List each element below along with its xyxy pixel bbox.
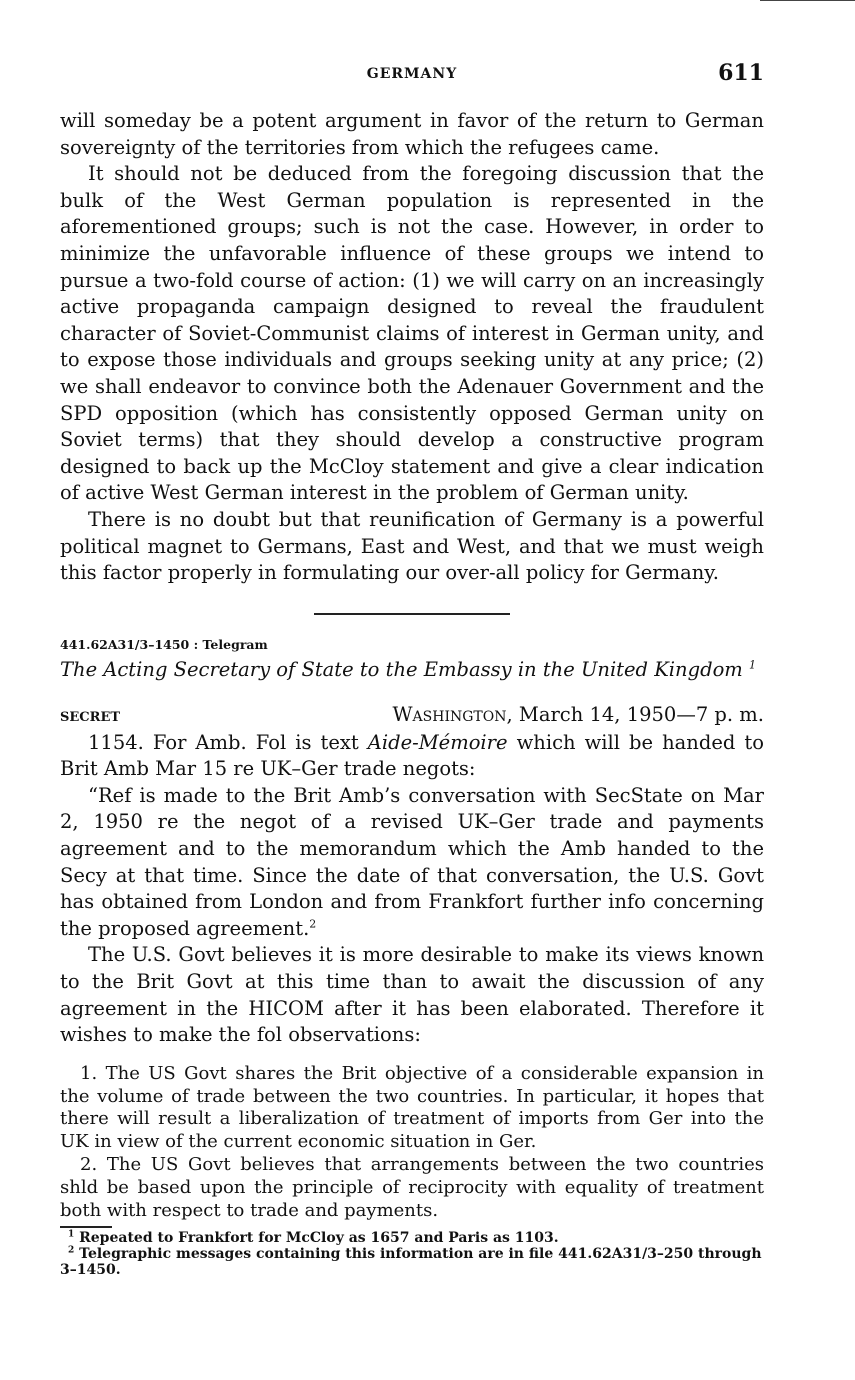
footnote-1-mark: 1 [68, 1229, 75, 1240]
aide-memoire-paragraph-2: The U.S. Govt believes it is more desirable to make its views known to the Brit Govt at this time than to await the discussion of any agreement in the HICOM after it has been elaborated. Therefore it wishes to make the fol observations: [60, 943, 764, 1047]
telegram-intro-rest: which will be handed to Brit Amb Mar 15 re UK–Ger trade negots: [60, 730, 764, 781]
footnote-2 [60, 1246, 764, 1278]
telegram-intro-text: 1154. For Amb. Fol is text [88, 730, 368, 754]
observation-item-1: 1. The US Govt shares the Brit objective of a considerable expansion in the volume of trade between the two countries. In particular, it hopes that there will result a liberalization of treatment of imports from Ger into the UK in view of the current economic situation in Ger. [60, 1062, 764, 1153]
footnote-divider [60, 1226, 112, 1228]
telegram-intro [60, 730, 764, 783]
footnote-ref-2: 2 [309, 917, 317, 931]
date-time: , March 14, 1950—7 p. m. [506, 702, 764, 726]
running-header [60, 60, 764, 92]
aide-memoire-term: Aide-Mémoire [367, 730, 508, 754]
dateline [60, 703, 764, 726]
place-date [393, 703, 764, 726]
aide-memoire-paragraph-1 [60, 783, 764, 943]
section-divider [314, 613, 510, 615]
paragraph-continued: will someday be a potent argument in favor of the return to German sovereignty of the territories from which the refugees came. [60, 109, 764, 159]
footnote-1 [60, 1230, 764, 1246]
observations-list [60, 1063, 764, 1223]
footnote-2-mark: 2 [68, 1245, 75, 1256]
running-title: GERMANY [366, 66, 458, 82]
footnote-ref-1: 1 [749, 658, 756, 672]
document-file-id: 441.62A31/3–1450 : Telegram [60, 636, 268, 652]
paragraph-two-fold-action: It should not be deduced from the foregoing discussion that the bulk of the West German population is represented in the aforementioned groups; such is not the case. However, in order to minimize the unfavorable influence of these groups we intend to pursue a two-fold course of action: (1) we will carry on an increasingly active propaganda campaign designed to reveal the fraudulent character of Soviet-Communist claims of interest in German unity, and to expose those individuals and groups seeking unity at any price; (2) we shall endeavor to convince both the Adenauer Government and the SPD opposition (which has consistently opposed German unity on Soviet terms) that they should develop a constructive program designed to back up the McCloy statement and give a clear indication of active West German interest in the problem of German unity. [60, 162, 764, 505]
document-title-text: The Acting Secretary of State to the Embassy in the United Kingdom [60, 657, 743, 681]
top-edge-rule [760, 0, 855, 1]
document-title [60, 658, 764, 681]
page-number: 611 [718, 60, 764, 86]
paragraph-reunification: There is no doubt but that reunification of Germany is a powerful political magnet to Germans, East and West, and that we must weigh this factor properly in formulating our over-all policy for Germany. [60, 507, 764, 585]
classification-label: SECRET [60, 709, 121, 725]
footnote-1-text: Repeated to Frankfort for McCloy as 1657 and Paris as 1103. [79, 1230, 559, 1247]
page-body [60, 108, 764, 1278]
place-name: Washington [392, 702, 507, 726]
aide-memoire-paragraph-1-text: “Ref is made to the Brit Amb’s conversation with SecState on Mar 2, 1950 re the negot of a revised UK–Ger trade and payments agreement and to the memorandum which the Amb handed to the Secy at that time. Since the date of that conversation, the U.S. Govt has obtained from London and from Frankfort further info concerning the proposed agreement. [60, 783, 764, 940]
observation-item-2: 2. The US Govt believes that arrangements between the two countries shld be based upon the principle of reciprocity with equality of treatment both with respect to trade and payments. [60, 1154, 764, 1221]
footnote-2-text: Telegraphic messages containing this information are in file 441.62A31/3–250 through 3–1450. [60, 1246, 762, 1279]
